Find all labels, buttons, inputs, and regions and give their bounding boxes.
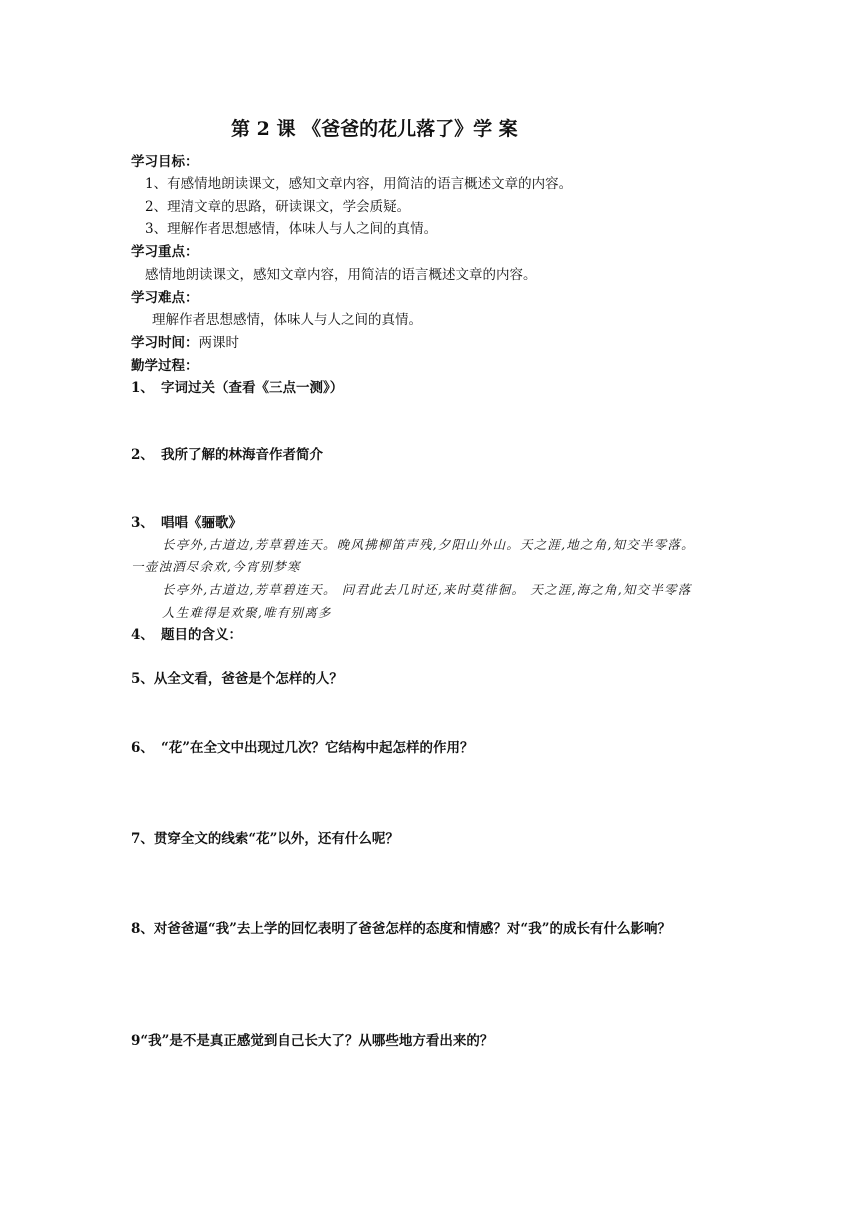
- question-5: 5、从全文看，爸爸是个怎样的人？: [131, 671, 343, 687]
- objective-item-2: 2、理清文章的思路，研读课文，学会质疑。: [145, 199, 411, 215]
- question-6: [131, 738, 474, 758]
- step-2-text: 我所了解的林海音作者简介: [161, 447, 323, 463]
- question-8: 8、对爸爸逼“我”去上学的回忆表明了爸爸怎样的态度和情感？对“我”的成长有什么影响？: [131, 921, 671, 937]
- focus-heading: 学习重点：: [131, 244, 199, 260]
- page-title: 第 2 课 《爸爸的花儿落了》学 案: [231, 118, 518, 140]
- question-4-text: 题目的含义：: [161, 627, 242, 643]
- question-7: 7、贯穿全文的线索“花”以外，还有什么呢？: [131, 831, 399, 847]
- poem-line-2: 一壶浊酒尽余欢,今宵别梦寒: [131, 559, 301, 574]
- objective-item-3: 3、理解作者思想感情，体味人与人之间的真情。: [145, 221, 438, 237]
- objectives-heading: 学习目标：: [131, 154, 199, 170]
- study-time-value: 两课时: [198, 335, 239, 351]
- difficulty-text: 理解作者思想感情，体味人与人之间的真情。: [152, 312, 422, 328]
- process-heading: 勤学过程：: [131, 358, 199, 374]
- study-time-heading: 学习时间：: [131, 335, 199, 351]
- step-3-text: 唱唱《骊歌》: [161, 515, 242, 531]
- step-3: [131, 513, 242, 533]
- focus-text: 感情地朗读课文，感知文章内容，用简洁的语言概述文章的内容。: [145, 267, 537, 283]
- step-1: [131, 378, 343, 398]
- objective-item-1: 1、有感情地朗读课文，感知文章内容，用简洁的语言概述文章的内容。: [145, 176, 573, 192]
- step-1-number: 1、: [131, 380, 154, 396]
- question-4-number: 4、: [131, 627, 154, 643]
- question-6-text: “花”在全文中出现过几次？它结构中起怎样的作用？: [161, 740, 474, 756]
- step-1-text: 字词过关（查看《三点一测》）: [161, 380, 344, 396]
- difficulty-heading: 学习难点：: [131, 290, 199, 306]
- step-2: [131, 445, 323, 465]
- question-6-number: 6、: [131, 740, 154, 756]
- poem-line-1: 长亭外,古道边,芳草碧连天。晚风拂柳笛声残,夕阳山外山。天之涯,地之角,知交半零落。: [162, 537, 695, 552]
- step-2-number: 2、: [131, 447, 154, 463]
- step-3-number: 3、: [131, 515, 154, 531]
- poem-line-4: 人生难得是欢聚,唯有别离多: [162, 605, 332, 620]
- study-time: [131, 333, 239, 353]
- question-4: [131, 625, 242, 645]
- question-9: 9“我”是不是真正感觉到自己长大了？从哪些地方看出来的？: [131, 1033, 494, 1049]
- poem-line-3: 长亭外,古道边,芳草碧连天。 问君此去几时还,来时莫徘徊。 天之涯,海之角,知交半零落: [162, 582, 692, 597]
